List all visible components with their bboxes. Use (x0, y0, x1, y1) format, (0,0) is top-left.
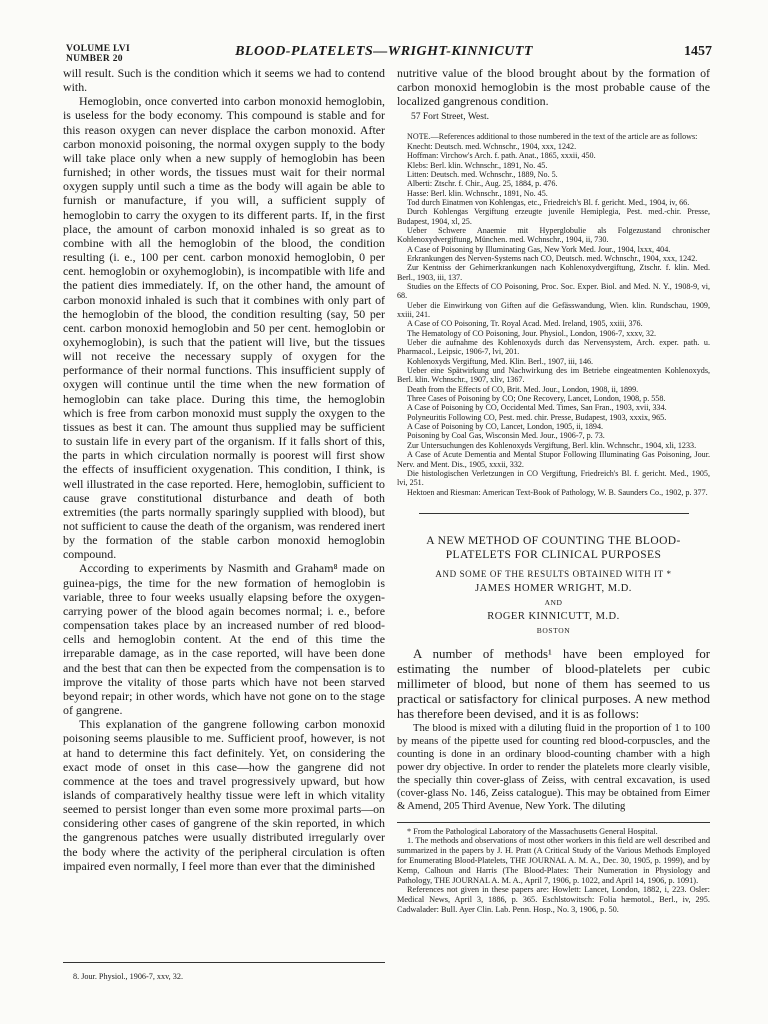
article-lead-paragraph: A number of methods¹ have been employed for estimating the number of blood-platelets per cubic millimeter of blood, but none of them has seemed to us practical or satisfactory for clinical purposes. A new method has therefore been devised, and it is as follows: (397, 646, 710, 721)
reference-item: Death from the Effects of CO, Brit. Med. Jour., London, 1908, ii, 1899. (407, 384, 639, 394)
reference-item: Erkrankungen des Nerven-Systems nach CO, Deutsch. med. Wchnschr., 1904, xxx, 1242. (407, 253, 698, 263)
footnote-divider (397, 822, 710, 823)
page-header (0, 0, 768, 72)
reference-item: Knecht: Deutsch. med. Wchnschr., 1904, xxx, 1242. (407, 141, 577, 151)
issue-number-label: NUMBER 20 (66, 54, 123, 64)
reference-item: Three Cases of Poisoning by CO; One Recovery, Lancet, London, 1908, p. 558. (407, 394, 666, 404)
article-footnotes (397, 827, 710, 915)
paragraph: Hemoglobin, once converted into carbon monoxid hemoglobin, is useless for the body economy. This compound is stable and for this reason oxygen can never displace the carbon monoxid. After carbon monoxid poisoning, the normal oxygen supply to the body will take place only when a new supply of hemoglobin has been furnished; in other words, the tissues must wait for their normal oxygen supply until such a time as the body will again be able to furnish or manufacture, if you will, a sufficient supply of hemoglobin to carry the oxygen to its different parts. If, in the first place, the amount of carbon monoxid inhaled is so great as to combine with all the hemoglobin of the blood, the condition resulting (i. e., 100 per cent. carbon monoxid hemoglobin, 0 per cent. hemoglobin or oxyhemoglobin), is incompatible with life and the patient dies immediately. If, on the other hand, the amount of carbon monoxid inhaled is such that it combines with only part of the hemoglobin of the blood, the condition resulting (say, 50 per cent. carbon monoxid hemoglobin and 50 per cent. hemoglobin or oxyhemoglobin), is such that the patient will live, but the tissues will not receive the necessary supply of oxygen for the performance of their normal functions. This insufficient supply of oxygen will continue until the time when the new formation of hemoglobin can take place. During this time, the hemoglobin which is free from carbon monoxid must supply the oxygen to the tissues as best it can. The amount thus supplied may be sufficient to sustain life in every part of the organism. If it falls short of this, the parts in which circulation normally is poorest will first show the effects of insufficient oxygenation. This condition, I think, is well illustrated in the case reported. Here, hemoglobin, sufficient to cause grave constitutional disturbance and death of both extremities (the parts normally sparingly supplied with blood), but not sufficient to cause the death of the organism, was rendered inert by the formation of the stable carbon monoxid hemoglobin compound. (63, 94, 385, 562)
reference-item: Durch Kohlengas Vergiftung erzeugte juvenile Hemiplegia, Pest. med.-chir. Presse, Budapest, 1904, xl, 25. (397, 207, 710, 226)
volume-label: VOLUME LVI (66, 44, 130, 54)
reference-item: A Case of Poisoning by CO, Occidental Med. Times, San Fran., 1903, xvii, 334. (407, 403, 667, 413)
reference-item: Hektoen and Riesman: American Text-Book of Pathology, W. B. Saunders Co., 1902, p. 377. (407, 487, 708, 497)
references-note: NOTE.—References additional to those numbered in the text of the article are as follows: (407, 132, 698, 142)
reference-item: A Case of Acute Dementia and Mental Stupor Following Illuminating Gas Poisoning, Jour. Nerv. and Ment. Dis., 1905, xxxii, 332. (397, 450, 710, 469)
right-column (397, 66, 710, 1016)
reference-item: Hoffman: Virchow's Arch. f. path. Anat., 1865, xxxii, 450. (407, 151, 596, 161)
article-title: A NEW METHOD OF COUNTING THE BLOOD-PLATELETS FOR CLINICAL PURPOSES (426, 534, 681, 562)
author-city: BOSTON (536, 625, 571, 635)
reference-item: Hasse: Berl. klin. Wchnschr., 1891, No. 45. (407, 188, 548, 198)
reference-item: Studies on the Effects of CO Poisoning, Proc. Soc. Exper. Biol. and Med. N. Y., 1908-9, vi, 68. (397, 281, 710, 301)
footnote: References not given in these papers are: Howlett: Lancet, London, 1882, i, 223. Osler: Medical News, April 3, 1886, p. 365. Eschlstowitsch: Folia hæmotol., Berl., iv, 295. Cadwalader: Bull. Ayer Clin. Lab. Penn. Hosp., No. 3, 1906, p. 50. (397, 885, 710, 914)
reference-item: Ueber die Einwirkung von Giften auf die Gefässwandung, Wien. klin. Rundschau, 1909, xxiii, 241. (397, 300, 710, 319)
reference-item: A Case of Poisoning by CO, Lancet, London, 1905, ii, 1894. (407, 422, 604, 432)
paragraph: will result. Such is the condition which it seems we had to contend with. (63, 66, 385, 95)
reference-item: Klebs: Berl. klin. Wchnschr., 1891, No. 45. (407, 160, 548, 170)
reference-item: Litten: Deutsch. med. Wchnschr., 1889, No. 5. (407, 169, 558, 179)
reference-list (397, 142, 710, 497)
left-column (63, 66, 385, 1016)
reference-item: Die histologischen Verletzungen in CO Vergiftung, Friedreich's Bl. f. gericht. Med., 1905, lvi, 251. (397, 468, 710, 488)
reference-item: Kohlenoxyds Vergiftung, Med. Klin. Berl., 1907, iii, 146. (407, 356, 594, 366)
paragraph: This explanation of the gangrene following carbon monoxid poisoning seems plausible to me. Sufficient proof, however, is not at hand to determine this fact definitely. Yet, on considering the exact mode of onset in this case—how the gangrene did not commence at the toes and travel progressively upward, but how islands of comparatively healthy tissue were left in which vitality seemed to persist longer than even some more proximal parts—on considering other cases of gangrene of the skin reported, in which the gangrenous patches were usually distributed irregularly over the body where the activity of the peripheral circulation is often impaired even normally, I feel more than ever that the diminished (63, 717, 385, 873)
reference-item: Ueber die aufnahme des Kohlenoxyds durch das Nervensystem, Arch. exper. path. u. Pharmacol., Leipsic, 1906-7, lvi, 201. (397, 338, 710, 357)
footnote: * From the Pathological Laboratory of the Massachusetts General Hospital. (407, 826, 658, 836)
reference-item: Poisoning by Coal Gas, Wisconsin Med. Jour., 1906-7, p. 73. (407, 431, 605, 441)
reference-item: Tod durch Einatmen von Kohlengas, etc., Friedreich's Bl. f. gericht. Med., 1904, iv, 66. (407, 197, 690, 207)
reference-item: Ueber Schwere Anaemie mit Hyperglobulie als Folgezustand chronischer Kohlenoxydvergiftung, München. med. Wchnschr., 1904, ii, 730. (397, 225, 710, 245)
footnote: 1. The methods and observations of most other workers in this field are well described and summarized in the papers by J. H. Pratt (A Critical Study of the Various Methods Employed for Enumerating Blood-Platelets, THE JOURNAL A. M. A., Dec. 30, 1905, p. 1999), and by Kemp, Calhoun and Harris (The Blood-Plates: Their Numeration in Physiology and Pathology, THE JOURNAL A. M. A., April 7, 1906, p. 1022, and April 14, 1906, p. 1091). (397, 836, 710, 885)
reference-item: Polyneuritis Following CO, Pest. med. chir. Presse, Budapest, 1903, xxxix, 965. (407, 412, 667, 422)
reference-item: A Case of Poisoning by Illuminating Gas, New York Med. Jour., 1904, lxxx, 404. (407, 244, 671, 254)
running-title: BLOOD-PLATELETS—WRIGHT-KINNICUTT (235, 44, 533, 59)
author-address: 57 Fort Street, West. (411, 112, 489, 123)
reference-item: Ueber eine Spätwirkung und Nachwirkung des im Betriebe eingeatmenten Kohlenoxyds, Berl. klin. Wchnschr., 1907, xliv, 1367. (397, 366, 710, 385)
footnote: 8. Jour. Physiol., 1906-7, xxv, 32. (73, 972, 184, 981)
footnote-divider (63, 962, 385, 963)
reference-item: Alberti: Ztschr. f. Chir., Aug. 25, 1884, p. 476. (407, 179, 558, 189)
reference-item: Zur Kentniss der Gehirnerkrankungen nach Kohlenoxydvergiftung, Ztschr. f. klin. Med. Berl., 1903, iii, 137. (397, 263, 710, 282)
section-divider (419, 513, 689, 514)
page-number: 1457 (684, 44, 712, 59)
reference-item: A Case of CO Poisoning, Tr. Royal Acad. Med. Ireland, 1905, xxiii, 376. (407, 319, 643, 329)
reference-item: The Hematology of CO Poisoning, Jour. Physiol., London, 1906-7, xxxv, 32. (407, 328, 657, 338)
paragraph: The blood is mixed with a diluting fluid in the proportion of 1 to 100 by means of the pipette used for counting red blood-corpuscles, and the counting is done in an ordinary blood-counting chamber with a high power dry objective. In order to render the platelets more clearly visible, the specially thin cover-glass of Zeiss, with central excavation, is used (cover-glass No. 146, Zeiss catalogue). This may be obtained from Eimer & Amend, 205 Third Avenue, New York. The diluting (397, 722, 710, 813)
author-conjunction: AND (544, 597, 563, 607)
article-subtitle: AND SOME OF THE RESULTS OBTAINED WITH IT * (435, 568, 672, 579)
paragraph: According to experiments by Nasmith and Graham⁸ made on guinea-pigs, the time for the new formation of hemoglobin is variable, three to four weeks usually elapsing before the oxygen-carrying power of the blood again becomes normal; i. e., before compensation takes place by an increased number of red blood-cells and hemoglobin content. At the end of this time the irreparable damage, as in the case reported, will have been done and the best that can then be expected from the compensation is to improve the vitality of those parts which have not been starved beyond repair; in other words, which have not gone on to the stage of gangrene. (63, 561, 385, 718)
reference-item: Zur Untersuchungen des Kohlenoxyds Vergiftung, Berl. klin. Wchnschr., 1904, xli, 1233. (407, 440, 697, 450)
author-name: JAMES HOMER WRIGHT, M.D. (475, 582, 632, 594)
paragraph: nutritive value of the blood brought about by the formation of carbon monoxid hemoglobin is the most probable cause of the localized gangrenous condition. (397, 66, 710, 109)
author-name: ROGER KINNICUTT, M.D. (487, 610, 620, 622)
